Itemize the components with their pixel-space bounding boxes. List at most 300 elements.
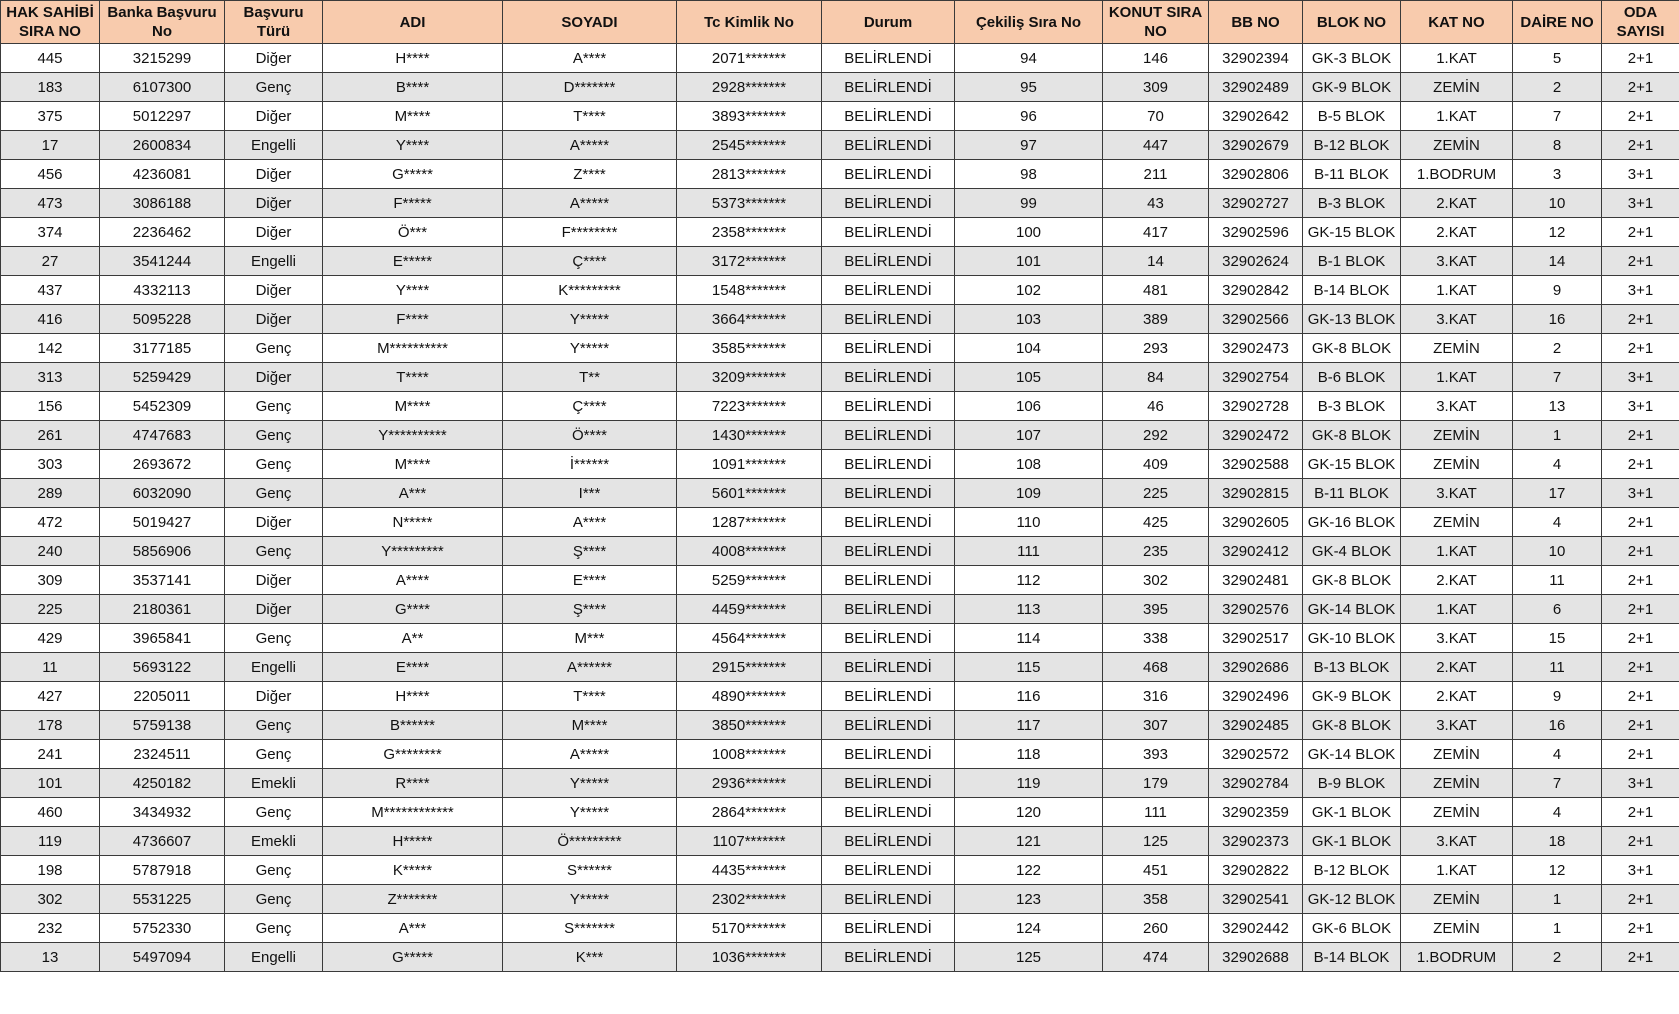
cell-bb-no: 32902728 <box>1209 392 1303 421</box>
cell-durum: BELİRLENDİ <box>822 44 955 73</box>
col-header-banka-basvuru-no: Banka Başvuru No <box>100 1 225 44</box>
cell-basvuru-turu: Diğer <box>225 363 323 392</box>
cell-kat-no: 2.KAT <box>1401 682 1513 711</box>
cell-oda-sayisi: 3+1 <box>1602 276 1679 305</box>
table-row <box>1 624 1679 653</box>
cell-cekilis-sira-no: 97 <box>955 131 1103 160</box>
cell-blok-no: B-14 BLOK <box>1303 943 1401 972</box>
cell-durum: BELİRLENDİ <box>822 508 955 537</box>
cell-konut-sira-no: 451 <box>1103 856 1209 885</box>
cell-tc-kimlik-no: 1548******* <box>677 276 822 305</box>
cell-daire-no: 2 <box>1513 73 1602 102</box>
cell-cekilis-sira-no: 100 <box>955 218 1103 247</box>
cell-daire-no: 6 <box>1513 595 1602 624</box>
cell-kat-no: 1.KAT <box>1401 276 1513 305</box>
cell-bb-no: 32902412 <box>1209 537 1303 566</box>
cell-soyadi: T**** <box>503 682 677 711</box>
cell-oda-sayisi: 2+1 <box>1602 798 1679 827</box>
cell-konut-sira-no: 43 <box>1103 189 1209 218</box>
cell-hak-sahibi-sira-no: 198 <box>1 856 100 885</box>
cell-basvuru-turu: Diğer <box>225 682 323 711</box>
cell-oda-sayisi: 2+1 <box>1602 305 1679 334</box>
cell-banka-basvuru-no: 4747683 <box>100 421 225 450</box>
cell-basvuru-turu: Diğer <box>225 595 323 624</box>
cell-basvuru-turu: Emekli <box>225 769 323 798</box>
cell-konut-sira-no: 417 <box>1103 218 1209 247</box>
cell-blok-no: B-14 BLOK <box>1303 276 1401 305</box>
cell-durum: BELİRLENDİ <box>822 363 955 392</box>
cell-daire-no: 4 <box>1513 740 1602 769</box>
cell-tc-kimlik-no: 1008******* <box>677 740 822 769</box>
table-row <box>1 218 1679 247</box>
cell-soyadi: A****** <box>503 653 677 682</box>
cell-bb-no: 32902686 <box>1209 653 1303 682</box>
cell-oda-sayisi: 3+1 <box>1602 392 1679 421</box>
cell-soyadi: S******* <box>503 914 677 943</box>
cell-hak-sahibi-sira-no: 142 <box>1 334 100 363</box>
cell-hak-sahibi-sira-no: 240 <box>1 537 100 566</box>
cell-oda-sayisi: 2+1 <box>1602 450 1679 479</box>
cell-tc-kimlik-no: 1036******* <box>677 943 822 972</box>
table-row <box>1 914 1679 943</box>
table-row <box>1 450 1679 479</box>
cell-blok-no: GK-1 BLOK <box>1303 827 1401 856</box>
cell-basvuru-turu: Diğer <box>225 566 323 595</box>
cell-banka-basvuru-no: 2236462 <box>100 218 225 247</box>
cell-basvuru-turu: Engelli <box>225 943 323 972</box>
cell-soyadi: Y***** <box>503 885 677 914</box>
cell-basvuru-turu: Genç <box>225 537 323 566</box>
cell-cekilis-sira-no: 101 <box>955 247 1103 276</box>
cell-bb-no: 32902566 <box>1209 305 1303 334</box>
cell-adi: M********** <box>323 334 503 363</box>
col-header-konut-sira-no: KONUT SIRA NO <box>1103 1 1209 44</box>
cell-daire-no: 1 <box>1513 914 1602 943</box>
cell-blok-no: GK-9 BLOK <box>1303 73 1401 102</box>
cell-konut-sira-no: 46 <box>1103 392 1209 421</box>
cell-hak-sahibi-sira-no: 460 <box>1 798 100 827</box>
cell-adi: E**** <box>323 653 503 682</box>
cell-blok-no: B-12 BLOK <box>1303 131 1401 160</box>
cell-oda-sayisi: 2+1 <box>1602 102 1679 131</box>
table-row <box>1 44 1679 73</box>
cell-blok-no: GK-9 BLOK <box>1303 682 1401 711</box>
cell-daire-no: 4 <box>1513 798 1602 827</box>
cell-basvuru-turu: Genç <box>225 479 323 508</box>
cell-blok-no: B-6 BLOK <box>1303 363 1401 392</box>
cell-kat-no: ZEMİN <box>1401 740 1513 769</box>
cell-banka-basvuru-no: 4736607 <box>100 827 225 856</box>
cell-adi: F***** <box>323 189 503 218</box>
cell-blok-no: GK-8 BLOK <box>1303 711 1401 740</box>
cell-durum: BELİRLENDİ <box>822 798 955 827</box>
cell-banka-basvuru-no: 3086188 <box>100 189 225 218</box>
cell-cekilis-sira-no: 103 <box>955 305 1103 334</box>
cell-cekilis-sira-no: 110 <box>955 508 1103 537</box>
cell-kat-no: 3.KAT <box>1401 827 1513 856</box>
cell-kat-no: 1.BODRUM <box>1401 160 1513 189</box>
cell-kat-no: ZEMİN <box>1401 798 1513 827</box>
cell-durum: BELİRLENDİ <box>822 856 955 885</box>
cell-hak-sahibi-sira-no: 302 <box>1 885 100 914</box>
cell-hak-sahibi-sira-no: 375 <box>1 102 100 131</box>
cell-cekilis-sira-no: 98 <box>955 160 1103 189</box>
cell-kat-no: 2.KAT <box>1401 653 1513 682</box>
cell-blok-no: GK-12 BLOK <box>1303 885 1401 914</box>
cell-daire-no: 16 <box>1513 711 1602 740</box>
cell-soyadi: D******* <box>503 73 677 102</box>
cell-cekilis-sira-no: 113 <box>955 595 1103 624</box>
cell-basvuru-turu: Engelli <box>225 653 323 682</box>
cell-konut-sira-no: 292 <box>1103 421 1209 450</box>
cell-kat-no: 3.KAT <box>1401 624 1513 653</box>
cell-durum: BELİRLENDİ <box>822 595 955 624</box>
cell-konut-sira-no: 70 <box>1103 102 1209 131</box>
cell-tc-kimlik-no: 5259******* <box>677 566 822 595</box>
cell-blok-no: B-12 BLOK <box>1303 856 1401 885</box>
cell-blok-no: GK-15 BLOK <box>1303 218 1401 247</box>
cell-basvuru-turu: Diğer <box>225 508 323 537</box>
cell-daire-no: 15 <box>1513 624 1602 653</box>
cell-adi: T**** <box>323 363 503 392</box>
cell-kat-no: 1.KAT <box>1401 537 1513 566</box>
cell-adi: A*** <box>323 914 503 943</box>
cell-tc-kimlik-no: 4890******* <box>677 682 822 711</box>
cell-durum: BELİRLENDİ <box>822 450 955 479</box>
cell-banka-basvuru-no: 5856906 <box>100 537 225 566</box>
cell-bb-no: 32902496 <box>1209 682 1303 711</box>
cell-adi: G***** <box>323 160 503 189</box>
table-row <box>1 392 1679 421</box>
cell-daire-no: 12 <box>1513 856 1602 885</box>
col-header-kat-no: KAT NO <box>1401 1 1513 44</box>
cell-soyadi: M**** <box>503 711 677 740</box>
cell-cekilis-sira-no: 111 <box>955 537 1103 566</box>
cell-bb-no: 32902754 <box>1209 363 1303 392</box>
cell-blok-no: GK-16 BLOK <box>1303 508 1401 537</box>
cell-banka-basvuru-no: 3541244 <box>100 247 225 276</box>
cell-durum: BELİRLENDİ <box>822 624 955 653</box>
cell-soyadi: Y***** <box>503 798 677 827</box>
cell-banka-basvuru-no: 2205011 <box>100 682 225 711</box>
cell-blok-no: GK-15 BLOK <box>1303 450 1401 479</box>
cell-daire-no: 4 <box>1513 450 1602 479</box>
cell-kat-no: 3.KAT <box>1401 479 1513 508</box>
cell-oda-sayisi: 2+1 <box>1602 218 1679 247</box>
cell-banka-basvuru-no: 5259429 <box>100 363 225 392</box>
cell-daire-no: 4 <box>1513 508 1602 537</box>
cell-adi: B**** <box>323 73 503 102</box>
cell-daire-no: 7 <box>1513 102 1602 131</box>
cell-basvuru-turu: Engelli <box>225 247 323 276</box>
cell-adi: Y********* <box>323 537 503 566</box>
cell-banka-basvuru-no: 5787918 <box>100 856 225 885</box>
cell-blok-no: GK-1 BLOK <box>1303 798 1401 827</box>
cell-konut-sira-no: 425 <box>1103 508 1209 537</box>
cell-cekilis-sira-no: 94 <box>955 44 1103 73</box>
cell-hak-sahibi-sira-no: 313 <box>1 363 100 392</box>
cell-kat-no: ZEMİN <box>1401 73 1513 102</box>
cell-basvuru-turu: Diğer <box>225 160 323 189</box>
col-header-bb-no: BB NO <box>1209 1 1303 44</box>
cell-tc-kimlik-no: 3893******* <box>677 102 822 131</box>
cell-oda-sayisi: 3+1 <box>1602 479 1679 508</box>
cell-bb-no: 32902642 <box>1209 102 1303 131</box>
cell-banka-basvuru-no: 5531225 <box>100 885 225 914</box>
cell-adi: E***** <box>323 247 503 276</box>
cell-hak-sahibi-sira-no: 13 <box>1 943 100 972</box>
cell-tc-kimlik-no: 2545******* <box>677 131 822 160</box>
cell-kat-no: 1.KAT <box>1401 44 1513 73</box>
cell-oda-sayisi: 2+1 <box>1602 914 1679 943</box>
cell-hak-sahibi-sira-no: 289 <box>1 479 100 508</box>
cell-adi: G***** <box>323 943 503 972</box>
cell-durum: BELİRLENDİ <box>822 769 955 798</box>
cell-konut-sira-no: 395 <box>1103 595 1209 624</box>
cell-adi: H**** <box>323 682 503 711</box>
cell-tc-kimlik-no: 5373******* <box>677 189 822 218</box>
cell-blok-no: GK-10 BLOK <box>1303 624 1401 653</box>
cell-daire-no: 17 <box>1513 479 1602 508</box>
table-row <box>1 189 1679 218</box>
cell-oda-sayisi: 2+1 <box>1602 740 1679 769</box>
cell-konut-sira-no: 211 <box>1103 160 1209 189</box>
cell-daire-no: 5 <box>1513 44 1602 73</box>
cell-bb-no: 32902624 <box>1209 247 1303 276</box>
cell-soyadi: M*** <box>503 624 677 653</box>
cell-bb-no: 32902489 <box>1209 73 1303 102</box>
cell-soyadi: İ****** <box>503 450 677 479</box>
cell-bb-no: 32902815 <box>1209 479 1303 508</box>
cell-oda-sayisi: 2+1 <box>1602 682 1679 711</box>
cell-cekilis-sira-no: 123 <box>955 885 1103 914</box>
cell-durum: BELİRLENDİ <box>822 653 955 682</box>
cell-daire-no: 10 <box>1513 537 1602 566</box>
table-row <box>1 885 1679 914</box>
cell-basvuru-turu: Diğer <box>225 189 323 218</box>
cell-durum: BELİRLENDİ <box>822 740 955 769</box>
cell-durum: BELİRLENDİ <box>822 392 955 421</box>
cell-cekilis-sira-no: 119 <box>955 769 1103 798</box>
cell-banka-basvuru-no: 3177185 <box>100 334 225 363</box>
cell-soyadi: Y***** <box>503 334 677 363</box>
cell-cekilis-sira-no: 121 <box>955 827 1103 856</box>
cell-konut-sira-no: 389 <box>1103 305 1209 334</box>
cell-bb-no: 32902473 <box>1209 334 1303 363</box>
cell-oda-sayisi: 3+1 <box>1602 856 1679 885</box>
cell-kat-no: 3.KAT <box>1401 392 1513 421</box>
cell-kat-no: ZEMİN <box>1401 914 1513 943</box>
col-header-soyadi: SOYADI <box>503 1 677 44</box>
cell-cekilis-sira-no: 95 <box>955 73 1103 102</box>
cell-tc-kimlik-no: 5170******* <box>677 914 822 943</box>
cell-konut-sira-no: 14 <box>1103 247 1209 276</box>
cell-basvuru-turu: Diğer <box>225 276 323 305</box>
cell-durum: BELİRLENDİ <box>822 305 955 334</box>
cell-hak-sahibi-sira-no: 241 <box>1 740 100 769</box>
cell-bb-no: 32902727 <box>1209 189 1303 218</box>
cell-soyadi: Ş**** <box>503 595 677 624</box>
cell-oda-sayisi: 2+1 <box>1602 885 1679 914</box>
cell-tc-kimlik-no: 3172******* <box>677 247 822 276</box>
cell-daire-no: 16 <box>1513 305 1602 334</box>
cell-soyadi: A***** <box>503 131 677 160</box>
cell-oda-sayisi: 3+1 <box>1602 189 1679 218</box>
cell-cekilis-sira-no: 114 <box>955 624 1103 653</box>
cell-kat-no: ZEMİN <box>1401 334 1513 363</box>
cell-daire-no: 9 <box>1513 276 1602 305</box>
cell-adi: A**** <box>323 566 503 595</box>
cell-durum: BELİRLENDİ <box>822 479 955 508</box>
cell-durum: BELİRLENDİ <box>822 421 955 450</box>
cell-banka-basvuru-no: 4332113 <box>100 276 225 305</box>
cell-tc-kimlik-no: 2936******* <box>677 769 822 798</box>
cell-banka-basvuru-no: 5693122 <box>100 653 225 682</box>
cell-kat-no: 1.KAT <box>1401 102 1513 131</box>
cell-adi: K***** <box>323 856 503 885</box>
cell-adi: G******** <box>323 740 503 769</box>
cell-soyadi: Ö********* <box>503 827 677 856</box>
cell-adi: H**** <box>323 44 503 73</box>
cell-durum: BELİRLENDİ <box>822 943 955 972</box>
cell-daire-no: 11 <box>1513 566 1602 595</box>
cell-kat-no: 3.KAT <box>1401 711 1513 740</box>
table-row <box>1 537 1679 566</box>
table-row <box>1 711 1679 740</box>
cell-banka-basvuru-no: 5752330 <box>100 914 225 943</box>
table-row <box>1 682 1679 711</box>
cell-kat-no: ZEMİN <box>1401 131 1513 160</box>
cell-basvuru-turu: Genç <box>225 798 323 827</box>
cell-hak-sahibi-sira-no: 374 <box>1 218 100 247</box>
cell-cekilis-sira-no: 108 <box>955 450 1103 479</box>
cell-daire-no: 18 <box>1513 827 1602 856</box>
col-header-blok-no: BLOK NO <box>1303 1 1401 44</box>
cell-basvuru-turu: Diğer <box>225 102 323 131</box>
cell-banka-basvuru-no: 5012297 <box>100 102 225 131</box>
cell-konut-sira-no: 84 <box>1103 363 1209 392</box>
cell-adi: M************ <box>323 798 503 827</box>
cell-bb-no: 32902822 <box>1209 856 1303 885</box>
cell-soyadi: T** <box>503 363 677 392</box>
cell-hak-sahibi-sira-no: 27 <box>1 247 100 276</box>
cell-soyadi: A***** <box>503 189 677 218</box>
cell-basvuru-turu: Genç <box>225 392 323 421</box>
cell-soyadi: Y***** <box>503 305 677 334</box>
cell-cekilis-sira-no: 112 <box>955 566 1103 595</box>
cell-banka-basvuru-no: 4250182 <box>100 769 225 798</box>
cell-blok-no: GK-14 BLOK <box>1303 595 1401 624</box>
table-row <box>1 740 1679 769</box>
cell-adi: Y********** <box>323 421 503 450</box>
cell-konut-sira-no: 146 <box>1103 44 1209 73</box>
cell-oda-sayisi: 3+1 <box>1602 160 1679 189</box>
cell-cekilis-sira-no: 107 <box>955 421 1103 450</box>
table-row <box>1 131 1679 160</box>
cell-durum: BELİRLENDİ <box>822 160 955 189</box>
cell-bb-no: 32902596 <box>1209 218 1303 247</box>
cell-durum: BELİRLENDİ <box>822 537 955 566</box>
cell-basvuru-turu: Diğer <box>225 44 323 73</box>
cell-hak-sahibi-sira-no: 156 <box>1 392 100 421</box>
cell-adi: A*** <box>323 479 503 508</box>
cell-hak-sahibi-sira-no: 427 <box>1 682 100 711</box>
cell-tc-kimlik-no: 1107******* <box>677 827 822 856</box>
cell-banka-basvuru-no: 5497094 <box>100 943 225 972</box>
cell-blok-no: B-3 BLOK <box>1303 392 1401 421</box>
cell-soyadi: A**** <box>503 44 677 73</box>
col-header-cekilis-sira-no: Çekiliş Sıra No <box>955 1 1103 44</box>
cell-adi: R**** <box>323 769 503 798</box>
cell-oda-sayisi: 2+1 <box>1602 537 1679 566</box>
cell-soyadi: Y***** <box>503 769 677 798</box>
cell-basvuru-turu: Genç <box>225 914 323 943</box>
cell-durum: BELİRLENDİ <box>822 247 955 276</box>
cell-tc-kimlik-no: 3664******* <box>677 305 822 334</box>
cell-adi: H***** <box>323 827 503 856</box>
cell-daire-no: 2 <box>1513 943 1602 972</box>
cell-tc-kimlik-no: 4435******* <box>677 856 822 885</box>
cell-oda-sayisi: 2+1 <box>1602 334 1679 363</box>
cell-banka-basvuru-no: 5095228 <box>100 305 225 334</box>
cell-blok-no: GK-4 BLOK <box>1303 537 1401 566</box>
cell-oda-sayisi: 2+1 <box>1602 595 1679 624</box>
cell-durum: BELİRLENDİ <box>822 711 955 740</box>
cell-soyadi: Ö**** <box>503 421 677 450</box>
cell-durum: BELİRLENDİ <box>822 102 955 131</box>
cell-hak-sahibi-sira-no: 416 <box>1 305 100 334</box>
col-header-adi: ADI <box>323 1 503 44</box>
cell-banka-basvuru-no: 3434932 <box>100 798 225 827</box>
cell-soyadi: Ç**** <box>503 392 677 421</box>
cell-blok-no: B-13 BLOK <box>1303 653 1401 682</box>
cell-kat-no: ZEMİN <box>1401 769 1513 798</box>
col-header-hak-sahibi-sira-no: HAK SAHİBİ SIRA NO <box>1 1 100 44</box>
cell-cekilis-sira-no: 109 <box>955 479 1103 508</box>
cell-konut-sira-no: 393 <box>1103 740 1209 769</box>
cell-banka-basvuru-no: 6107300 <box>100 73 225 102</box>
cell-daire-no: 13 <box>1513 392 1602 421</box>
cell-konut-sira-no: 307 <box>1103 711 1209 740</box>
cell-hak-sahibi-sira-no: 472 <box>1 508 100 537</box>
cell-tc-kimlik-no: 2071******* <box>677 44 822 73</box>
cell-bb-no: 32902572 <box>1209 740 1303 769</box>
cell-konut-sira-no: 474 <box>1103 943 1209 972</box>
cell-daire-no: 14 <box>1513 247 1602 276</box>
cell-durum: BELİRLENDİ <box>822 566 955 595</box>
cell-daire-no: 7 <box>1513 363 1602 392</box>
cell-daire-no: 3 <box>1513 160 1602 189</box>
cell-basvuru-turu: Diğer <box>225 305 323 334</box>
cell-cekilis-sira-no: 115 <box>955 653 1103 682</box>
cell-blok-no: B-11 BLOK <box>1303 160 1401 189</box>
cell-tc-kimlik-no: 2915******* <box>677 653 822 682</box>
cell-adi: Y**** <box>323 276 503 305</box>
cell-bb-no: 32902588 <box>1209 450 1303 479</box>
cell-kat-no: ZEMİN <box>1401 421 1513 450</box>
cell-basvuru-turu: Genç <box>225 856 323 885</box>
cell-soyadi: Ş**** <box>503 537 677 566</box>
cell-blok-no: GK-13 BLOK <box>1303 305 1401 334</box>
cell-konut-sira-no: 125 <box>1103 827 1209 856</box>
cell-basvuru-turu: Genç <box>225 450 323 479</box>
cell-oda-sayisi: 2+1 <box>1602 44 1679 73</box>
cell-blok-no: GK-14 BLOK <box>1303 740 1401 769</box>
cell-durum: BELİRLENDİ <box>822 189 955 218</box>
cell-hak-sahibi-sira-no: 225 <box>1 595 100 624</box>
cell-soyadi: S****** <box>503 856 677 885</box>
cell-bb-no: 32902485 <box>1209 711 1303 740</box>
